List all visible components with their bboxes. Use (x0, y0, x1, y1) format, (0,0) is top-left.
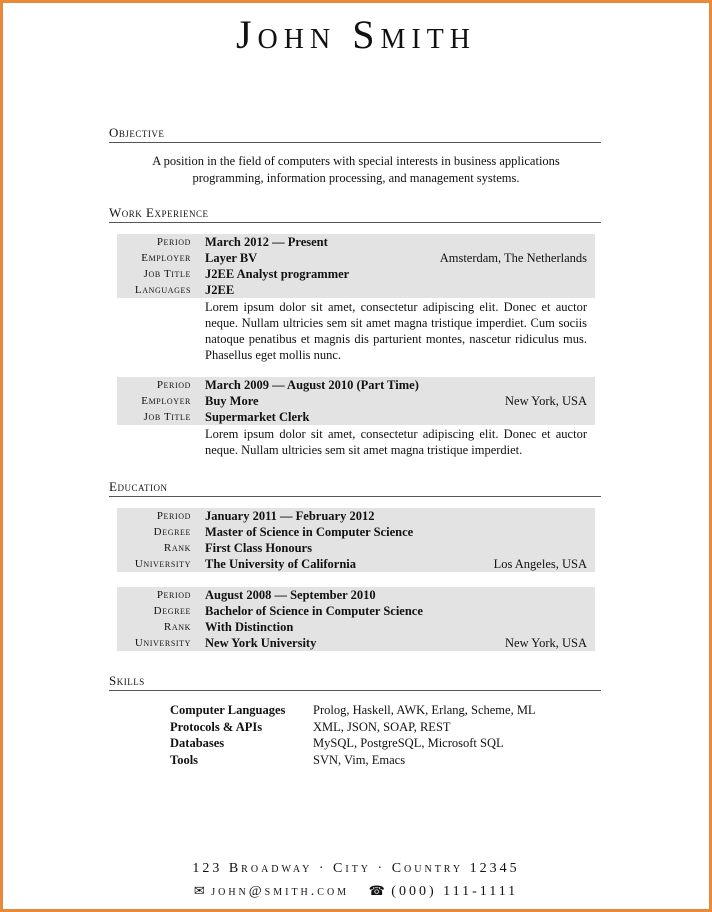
telephone-icon: ☎ (368, 883, 385, 898)
skills-list (170, 702, 590, 768)
job-2-period-row (117, 377, 595, 393)
envelope-icon: ✉ (193, 883, 205, 898)
job-1-description: Lorem ipsum dolor sit amet, consectetur adipiscing elit. Donec et auctor neque. Nullam ultricies sem sit amet magna tristique imperdiet. Cum sociis natoque penatibus et magnis dis parturient montes, nascetur ridiculus mus. Phasellus eget mollis nunc. (205, 300, 587, 362)
job-title: J2EE Analyst programmer (205, 267, 350, 281)
resume-name: John Smith (235, 12, 477, 57)
skill-category: Protocols & APIs (170, 719, 263, 734)
edu-period: January 2011 — February 2012 (205, 509, 375, 523)
job-employer: Buy More (205, 394, 259, 408)
field-label: Degree (153, 605, 191, 617)
edu-1-period-row (117, 508, 595, 524)
edu-2-period-row (117, 587, 595, 603)
job-2-employer-row (117, 393, 595, 409)
edu-university: New York University (205, 636, 317, 650)
field-label: Languages (134, 284, 191, 296)
job-1-title-row (117, 266, 595, 282)
section-title-education: Education (109, 479, 601, 497)
edu-university: The University of California (205, 557, 357, 571)
section-title-objective: Objective (109, 125, 601, 143)
job-location: Amsterdam, The Netherlands (439, 251, 587, 265)
job-period: March 2012 — Present (205, 235, 328, 249)
field-label: University (134, 558, 191, 570)
job-employer: Layer BV (205, 251, 258, 265)
education-2 (117, 587, 595, 651)
field-label: Job Title (143, 268, 191, 280)
job-title: Supermarket Clerk (205, 410, 310, 424)
field-label: Degree (153, 526, 191, 538)
skill-row (170, 735, 590, 752)
footer-email[interactable]: john@smith.com (211, 884, 350, 899)
job-languages: J2EE (205, 283, 235, 297)
edu-location: New York, USA (505, 636, 587, 650)
field-label: Period (156, 510, 191, 522)
edu-2-degree-row (117, 603, 595, 619)
field-label: Employer (141, 395, 191, 407)
section-title-work: Work Experience (109, 205, 601, 223)
field-label: Rank (163, 542, 191, 554)
skill-category: Databases (170, 736, 225, 750)
job-1-period-row (117, 234, 595, 250)
edu-1-rank-row (117, 540, 595, 556)
skill-row (170, 719, 590, 736)
field-label: Period (156, 236, 191, 248)
section-title-skills: Skills (109, 673, 601, 691)
edu-degree: Bachelor of Science in Computer Science (205, 604, 423, 618)
job-1-employer-row (117, 250, 595, 266)
footer-phone: (000) 111-1111 (391, 884, 519, 899)
job-2-title-row (117, 409, 595, 425)
skill-value: MySQL, PostgreSQL, Microsoft SQL (313, 736, 504, 750)
edu-1-degree-row (117, 524, 595, 540)
field-label: Rank (163, 621, 191, 633)
edu-2-university-row (117, 635, 595, 651)
field-label: Period (156, 379, 191, 391)
job-2-description: Lorem ipsum dolor sit amet, consectetur adipiscing elit. Donec et auctor neque. Nullam ultricies sem sit amet magna tristique imperdiet. (205, 427, 587, 457)
objective-line-2: programming, information processing, and management systems. (192, 171, 520, 185)
edu-period: August 2008 — September 2010 (205, 588, 376, 602)
job-1-header (117, 234, 595, 298)
objective-line-1: A position in the field of computers with special interests in business applications (152, 154, 560, 168)
edu-degree: Master of Science in Computer Science (205, 525, 414, 539)
field-label: Period (156, 589, 191, 601)
objective-text (140, 153, 572, 187)
skill-value: XML, JSON, SOAP, REST (313, 719, 451, 734)
field-label: Employer (141, 252, 191, 264)
field-label: Job Title (143, 411, 191, 423)
edu-1-university-row (117, 556, 595, 572)
field-label: University (134, 637, 191, 649)
skill-category: Tools (170, 752, 199, 767)
edu-2-rank-row (117, 619, 595, 635)
job-2-header (117, 377, 595, 425)
edu-location: Los Angeles, USA (493, 557, 587, 571)
footer-contact (0, 883, 712, 900)
job-location: New York, USA (505, 394, 587, 408)
skill-row (170, 702, 590, 719)
skill-row (170, 752, 590, 769)
job-1-languages-row (117, 282, 595, 298)
skill-value: Prolog, Haskell, AWK, Erlang, Scheme, ML (313, 703, 536, 717)
education-1 (117, 508, 595, 572)
edu-rank: With Distinction (205, 620, 294, 634)
skill-category: Computer Languages (170, 703, 286, 717)
edu-rank: First Class Honours (205, 541, 312, 555)
job-period: March 2009 — August 2010 (Part Time) (205, 378, 419, 392)
skill-value: SVN, Vim, Emacs (313, 752, 406, 767)
footer-address: 123 Broadway · City · Country 12345 (192, 861, 520, 876)
